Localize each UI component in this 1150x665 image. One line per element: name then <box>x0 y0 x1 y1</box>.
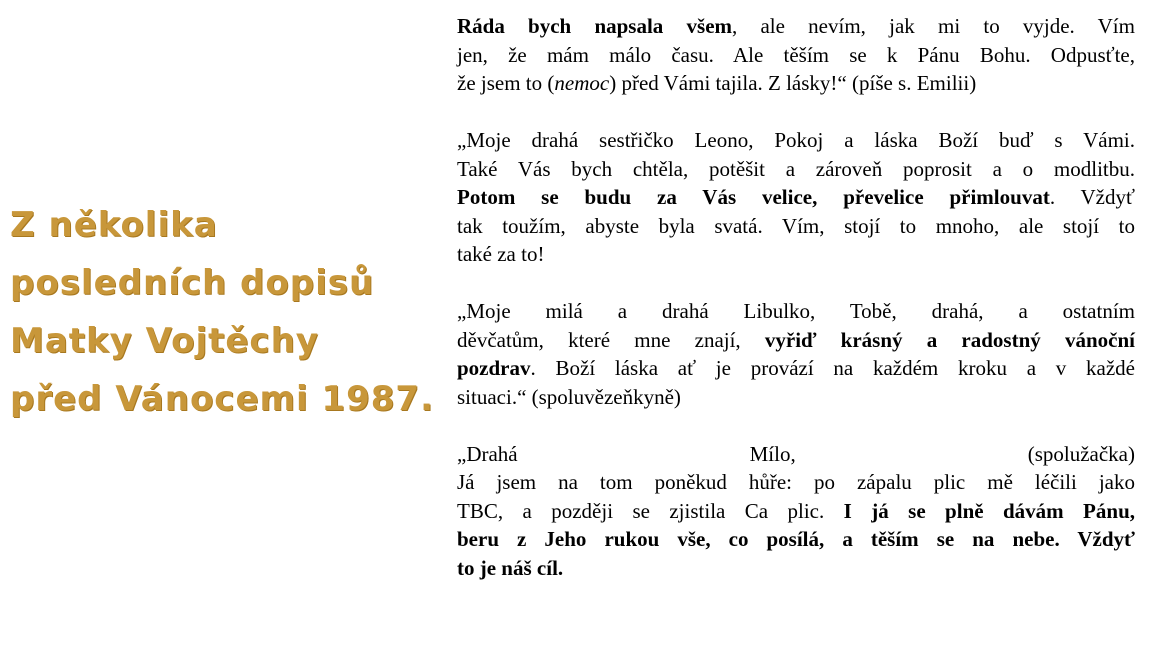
letter-paragraph <box>457 126 1135 269</box>
title-line: posledních dopisů <box>10 263 375 303</box>
text-segment: . Boží láska ať je provází na každém kroku a v každé <box>530 356 1135 380</box>
title-line: před Vánocemi 1987. <box>10 379 434 419</box>
letter-paragraph <box>457 297 1135 411</box>
text-line <box>457 354 1135 383</box>
text-segment: Já jsem na tom poněkud hůře: po zápalu plic mě léčili jako <box>457 470 1135 494</box>
text-line <box>457 12 1135 41</box>
bold-text: Potom se budu za Vás velice, převelice přimlouvat <box>457 185 1050 209</box>
text-line <box>457 440 1135 469</box>
text-line <box>457 212 1135 241</box>
text-line <box>457 155 1135 184</box>
text-line <box>457 69 1135 98</box>
text-segment: ) před Vámi tajila. Z lásky!“ (píše s. Emilii) <box>609 71 977 95</box>
text-segment: „Drahá Mílo, (spolužačka) <box>457 441 1135 466</box>
bold-text: vyřiď krásný a radostný vánoční <box>764 327 1135 352</box>
bold-text: pozdrav <box>457 356 531 380</box>
text-line <box>457 383 1135 412</box>
text-segment: „Moje milá a drahá Libulko, Tobě, drahá, a ostatním <box>457 299 1135 323</box>
text-segment: jen, že mám málo času. Ale těším se k Pánu Bohu. Odpusťte, <box>457 42 1135 67</box>
text-segment: také za to! <box>457 242 545 266</box>
text-line <box>457 183 1135 212</box>
bold-text: I já se plně dávám Pánu, <box>843 498 1135 523</box>
text-line <box>457 554 1135 583</box>
text-line <box>457 525 1135 554</box>
text-segment: „Moje drahá sestřičko Leono, Pokoj a láska Boží buď s Vámi. <box>457 128 1135 152</box>
text-segment: situaci.“ (spoluvězeňkyně) <box>457 384 681 409</box>
text-segment: že jsem to ( <box>457 71 555 95</box>
text-segment: TBC, a později se zjistila Ca plic. <box>457 498 844 523</box>
bold-text: beru z Jeho rukou vše, co posílá, a těším se na nebe. Vždyť <box>457 527 1135 551</box>
text-line <box>457 240 1135 269</box>
text-line <box>457 41 1135 70</box>
letter-paragraph <box>457 440 1135 583</box>
letters-column <box>457 12 1135 611</box>
text-segment: děvčatům, které mne znají, <box>457 327 765 352</box>
text-segment: tak toužím, abyste byla svatá. Vím, stojí to mnoho, ale stojí to <box>457 213 1135 238</box>
text-line <box>457 497 1135 526</box>
text-line <box>457 297 1135 326</box>
italic-text: nemoc <box>554 71 610 95</box>
text-line <box>457 468 1135 497</box>
bold-text: Ráda bych napsala všem <box>457 14 733 38</box>
text-segment: , ale nevím, jak mi to vyjde. Vím <box>732 14 1135 38</box>
text-line <box>457 326 1135 355</box>
text-segment: . Vždyť <box>1049 185 1135 209</box>
title-line: Matky Vojtěchy <box>10 321 319 361</box>
bold-text: to je náš cíl. <box>457 555 564 580</box>
title-line: Z několika <box>10 205 218 245</box>
letter-paragraph <box>457 12 1135 98</box>
page-title <box>10 196 440 428</box>
text-line <box>457 126 1135 155</box>
text-segment: Také Vás bych chtěla, potěšit a zároveň poprosit a o modlitbu. <box>457 156 1135 181</box>
